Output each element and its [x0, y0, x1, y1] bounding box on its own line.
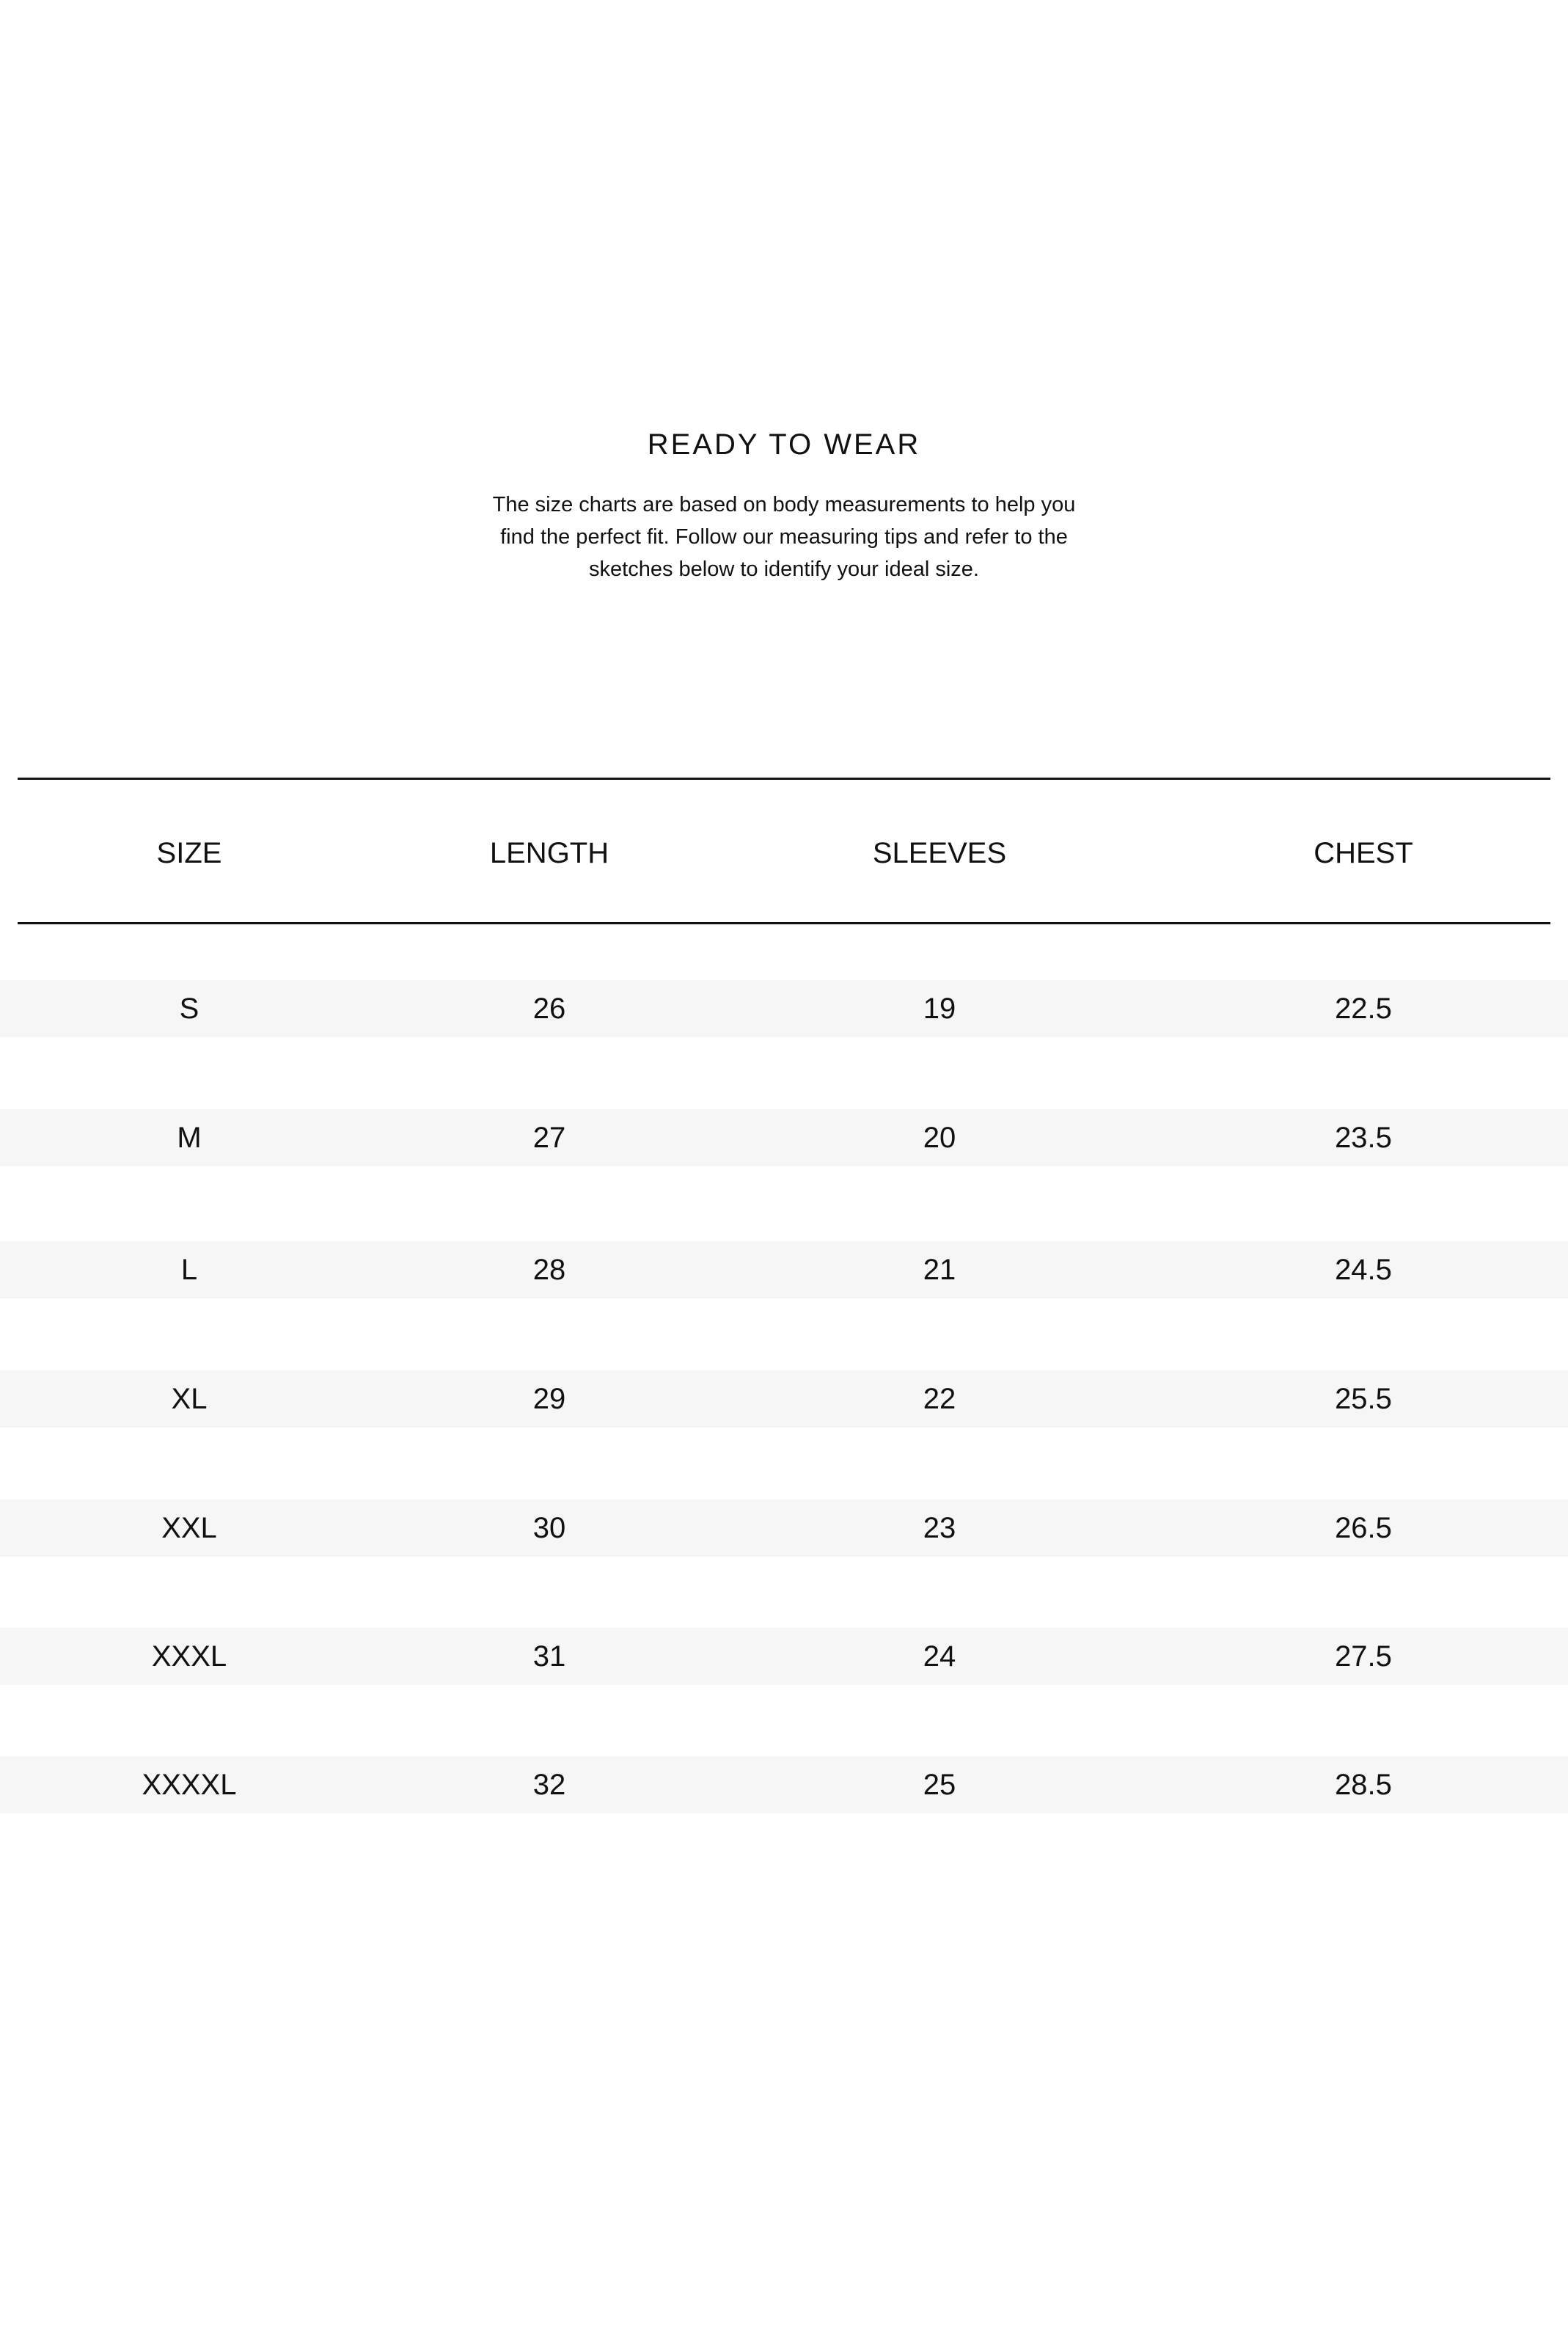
page-title: READY TO WEAR — [647, 428, 921, 461]
intro-text: The size charts are based on body measurements to help you find the perfect fit. Follow our measuring tips and refer to the sketches below to identify your ideal size. — [492, 493, 1076, 581]
table-row — [0, 1370, 1568, 1428]
chest-cell: 27.5 — [1335, 1640, 1392, 1673]
size-cell: XXL — [161, 1511, 217, 1544]
table-row — [0, 1241, 1568, 1298]
chest-cell: 25.5 — [1335, 1382, 1392, 1415]
size-cell: M — [177, 1121, 202, 1154]
sleeves-cell: 21 — [923, 1253, 956, 1286]
chest-cell: 26.5 — [1335, 1511, 1392, 1544]
length-cell: 29 — [532, 1382, 566, 1415]
length-cell: 30 — [532, 1511, 566, 1544]
table-row — [0, 1499, 1568, 1557]
chest-cell: 24.5 — [1335, 1253, 1392, 1286]
table-row — [0, 1109, 1568, 1166]
length-cell: 31 — [532, 1640, 566, 1673]
length-cell: 28 — [532, 1253, 566, 1286]
sleeves-cell: 22 — [923, 1382, 956, 1415]
chest-cell: 23.5 — [1335, 1121, 1392, 1154]
table-row — [0, 1756, 1568, 1813]
header-sleeves: SLEEVES — [872, 836, 1007, 869]
length-cell: 26 — [532, 992, 566, 1025]
table-header-rule — [18, 922, 1550, 924]
size-cell: S — [179, 992, 199, 1025]
size-cell: XXXL — [151, 1640, 227, 1673]
length-cell: 27 — [532, 1121, 566, 1154]
table-row — [0, 980, 1568, 1037]
header-chest: CHEST — [1314, 836, 1413, 869]
size-cell: L — [180, 1253, 198, 1286]
size-cell: XXXXL — [142, 1768, 237, 1801]
size-cell: XL — [171, 1382, 208, 1415]
sleeves-cell: 24 — [923, 1640, 956, 1673]
chest-cell: 28.5 — [1335, 1768, 1392, 1801]
length-cell: 32 — [532, 1768, 566, 1801]
header-size: SIZE — [156, 836, 222, 869]
sleeves-cell: 20 — [923, 1121, 956, 1154]
chest-cell: 22.5 — [1335, 992, 1392, 1025]
sleeves-cell: 23 — [923, 1511, 956, 1544]
sleeves-cell: 19 — [923, 992, 956, 1025]
table-row — [0, 1628, 1568, 1685]
header-length: LENGTH — [489, 836, 609, 869]
table-header — [0, 829, 1568, 877]
table-top-rule — [18, 778, 1550, 780]
sleeves-cell: 25 — [923, 1768, 956, 1801]
